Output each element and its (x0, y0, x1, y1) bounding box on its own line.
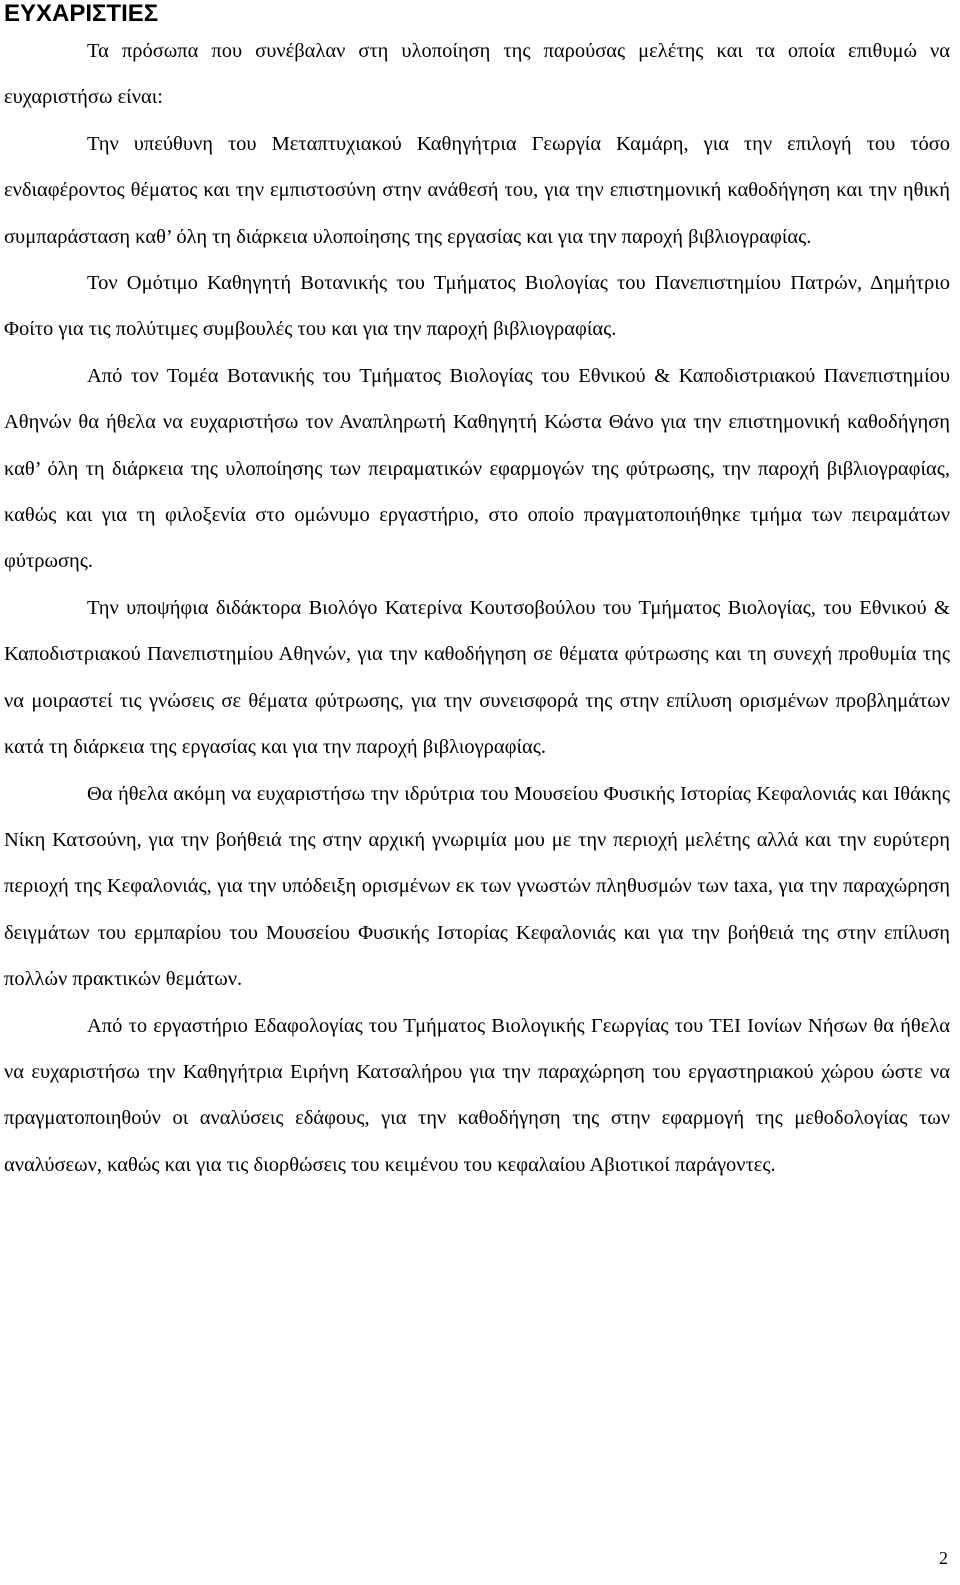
paragraph-katsouni: Θα ήθελα ακόμη να ευχαριστήσω την ιδρύτρια του Μουσείου Φυσικής Ιστορίας Κεφαλονιάς και Ιθάκης Νίκη Κατσούνη, για την βοήθειά της στην αρχική γνωριμία μου με την περιοχή μελέτης αλλά και την ευρύτερη περιοχή της Κεφαλονιάς, για την υπόδειξη ορισμένων εκ των γνωστών πληθυσμών των taxa, για την παραχώρηση δειγμάτων του ερμπαρίου του Μουσείου Φυσικής Ιστορίας Κεφαλονιάς και για την βοήθειά της στην επίλυση πολλών πρακτικών θεμάτων. (4, 782, 950, 991)
page-number: 2 (939, 1548, 948, 1568)
page-heading: ΕΥΧΑΡΙΣΤΙΕΣ (4, 0, 159, 27)
paragraph-thanos: Από τον Τομέα Βοτανικής του Τμήματος Βιολογίας του Εθνικού & Καποδιστριακού Πανεπιστημίου Αθηνών θα ήθελα να ευχαριστήσω τον Αναπληρωτή Καθηγητή Κώστα Θάνο για την επιστημονική καθοδήγηση καθ’ όλη τη διάρκεια της υλοποίησης των πειραματικών εφαρμογών της φύτρωσης, την παροχή βιβλιογραφίας, καθώς και για τη φιλοξενία στο ομώνυμο εργαστήριο, στο οποίο πραγματοποιήθηκε τμήμα των πειραμάτων φύτρωσης. (4, 364, 950, 573)
paragraph-koutsovoulou: Την υποψήφια διδάκτορα Βιολόγο Κατερίνα Κουτσοβούλου του Τμήματος Βιολογίας, του Εθνικού & Καποδιστριακού Πανεπιστημίου Αθηνών, για την καθοδήγηση σε θέματα φύτρωσης και τη συνεχή προθυμία της να μοιραστεί τις γνώσεις σε θέματα φύτρωσης, για την συνεισφορά της στην επίλυση ορισμένων προβλημάτων κατά τη διάρκεια της εργασίας και για την παροχή βιβλιογραφίας. (4, 596, 950, 759)
paragraph-foitos: Τον Ομότιμο Καθηγητή Βοτανικής του Τμήματος Βιολογίας του Πανεπιστημίου Πατρών, Δημήτριο Φοίτο για τις πολύτιμες συμβουλές του και για την παροχή βιβλιογραφίας. (4, 272, 950, 341)
paragraph-intro: Τα πρόσωπα που συνέβαλαν στη υλοποίηση της παρούσας μελέτης και τα οποία επιθυμώ να ευχαριστήσω είναι: (4, 40, 950, 109)
paragraph-katsalirou: Από το εργαστήριο Εδαφολογίας του Τμήματος Βιολογικής Γεωργίας του ΤΕΙ Ιονίων Νήσων θα ήθελα να ευχαριστήσω την Καθηγήτρια Ειρήνη Κατσαλήρου για την παραχώρηση του εργαστηριακού χώρου ώστε να πραγματοποιηθούν οι αναλύσεις εδάφους, για την καθοδήγηση της στην εφαρμογή της μεθοδολογίας των αναλύσεων, καθώς και για τις διορθώσεις του κειμένου του κεφαλαίου Αβιοτικοί παράγοντες. (4, 1014, 950, 1176)
document-page (4, 0, 950, 1188)
paragraph-kamari: Την υπεύθυνη του Μεταπτυχιακού Καθηγήτρια Γεωργία Καμάρη, για την επιλογή του τόσο ενδιαφέροντος θέματος και την εμπιστοσύνη στην ανάθεσή του, για την επιστημονική καθοδήγηση και την ηθική συμπαράσταση καθ’ όλη τη διάρκεια υλοποίησης της εργασίας και για την παροχή βιβλιογραφίας. (4, 132, 950, 248)
